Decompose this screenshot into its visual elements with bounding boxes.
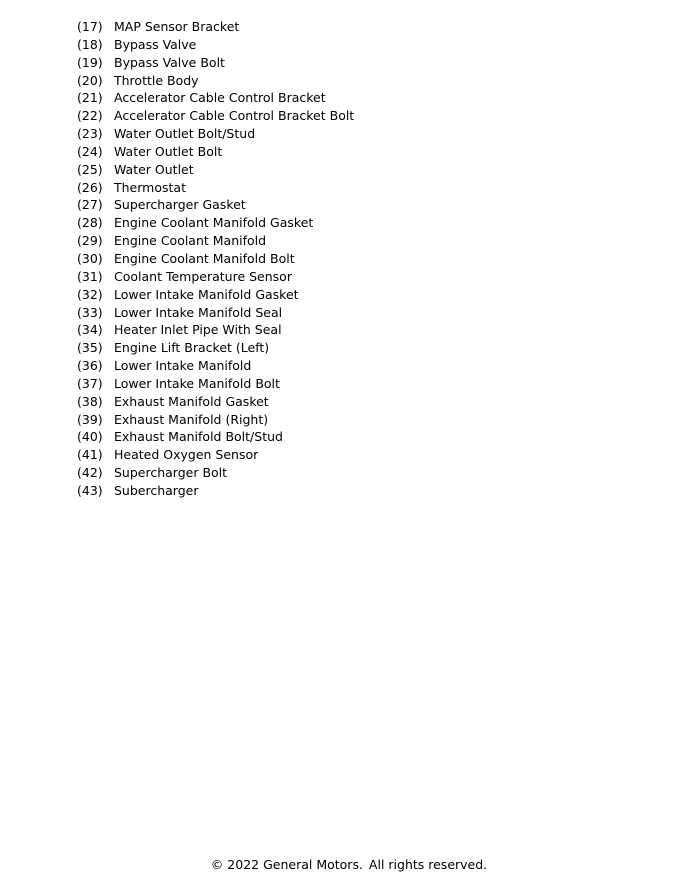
legend-item [77, 304, 354, 322]
legend-item [77, 54, 354, 72]
legend-item [77, 357, 354, 375]
legend-item-number: (22) [77, 108, 103, 124]
legend-item-number: (36) [77, 358, 103, 374]
legend-item-label: Lower Intake Manifold Seal [114, 304, 283, 320]
legend-item [77, 250, 354, 268]
legend-item-label: Accelerator Cable Control Bracket [114, 90, 326, 106]
legend-item-label: Supercharger Gasket [114, 197, 246, 213]
legend-item-label: Thermostat [114, 179, 186, 195]
legend-item-number: (29) [77, 233, 103, 249]
legend-item-number: (35) [77, 340, 103, 356]
legend-item [77, 339, 354, 357]
legend-item [77, 375, 354, 393]
legend-item-number: (20) [77, 72, 103, 88]
legend-item [77, 214, 354, 232]
legend-item [77, 321, 354, 339]
legend-item-number: (33) [77, 304, 103, 320]
legend-item [77, 446, 354, 464]
legend-item-label: Exhaust Manifold Bolt/Stud [114, 429, 283, 445]
legend-item-label: MAP Sensor Bracket [114, 19, 240, 34]
legend-item [77, 393, 354, 411]
legend-item [77, 161, 354, 179]
legend-item [77, 179, 354, 197]
legend-item-label: Bypass Valve Bolt [114, 54, 225, 70]
legend-item-label: Lower Intake Manifold Bolt [114, 375, 280, 391]
legend-item-number: (42) [77, 465, 103, 481]
legend-item-number: (24) [77, 143, 103, 159]
legend-item-label: Coolant Temperature Sensor [114, 268, 292, 284]
legend-item-label: Exhaust Manifold (Right) [114, 411, 269, 427]
legend-item [77, 72, 354, 90]
legend-item-number: (17) [77, 19, 103, 34]
legend-item [77, 196, 354, 214]
legend-item-label: Subercharger [114, 482, 199, 498]
legend-item-label: Water Outlet Bolt [114, 143, 223, 159]
legend-item-number: (18) [77, 36, 103, 52]
legend-item-label: Bypass Valve [114, 36, 197, 52]
copyright-notice: © 2022 General Motors. [210, 857, 363, 872]
legend-item-number: (38) [77, 393, 103, 409]
legend-item [77, 411, 354, 429]
legend-item-label: Engine Coolant Manifold [114, 233, 267, 249]
legend-item-label: Lower Intake Manifold Gasket [114, 286, 299, 302]
parts-legend-list [77, 18, 354, 500]
legend-item [77, 125, 354, 143]
legend-item-number: (40) [77, 429, 103, 445]
legend-item-label: Lower Intake Manifold [114, 358, 252, 374]
legend-item [77, 107, 354, 125]
legend-item [77, 428, 354, 446]
legend-item [77, 18, 354, 36]
legend-item-label: Heater Inlet Pipe With Seal [114, 322, 282, 338]
legend-item [77, 143, 354, 161]
legend-item-number: (27) [77, 197, 103, 213]
legend-item [77, 464, 354, 482]
legend-item-label: Engine Lift Bracket (Left) [114, 340, 270, 356]
legend-item-label: Heated Oxygen Sensor [114, 447, 259, 463]
legend-item-number: (34) [77, 322, 103, 338]
legend-item-number: (23) [77, 126, 103, 142]
legend-item-number: (21) [77, 90, 103, 106]
legend-item-label: Supercharger Bolt [114, 465, 228, 481]
copyright-footer [0, 856, 696, 874]
legend-item [77, 482, 354, 500]
legend-item [77, 89, 354, 107]
rights-reserved-notice: All rights reserved. [368, 857, 488, 872]
legend-item [77, 286, 354, 304]
legend-item [77, 232, 354, 250]
legend-item-label: Engine Coolant Manifold Bolt [114, 250, 295, 266]
legend-item-label: Exhaust Manifold Gasket [114, 393, 269, 409]
legend-item-number: (19) [77, 54, 103, 70]
legend-item-number: (31) [77, 268, 103, 284]
legend-item-number: (41) [77, 447, 103, 463]
legend-item-number: (39) [77, 411, 103, 427]
legend-item [77, 268, 354, 286]
legend-item-label: Water Outlet Bolt/Stud [114, 126, 256, 142]
legend-item-number: (26) [77, 179, 103, 195]
legend-item-label: Engine Coolant Manifold Gasket [114, 215, 314, 231]
legend-item-label: Accelerator Cable Control Bracket Bolt [114, 108, 355, 124]
legend-item-number: (43) [77, 482, 103, 498]
legend-item-label: Water Outlet [114, 161, 194, 177]
legend-item-number: (32) [77, 286, 103, 302]
legend-item-number: (28) [77, 215, 103, 231]
legend-item-label: Throttle Body [114, 72, 199, 88]
legend-item-number: (37) [77, 375, 103, 391]
legend-item-number: (30) [77, 250, 103, 266]
legend-item-number: (25) [77, 161, 103, 177]
legend-item [77, 36, 354, 54]
